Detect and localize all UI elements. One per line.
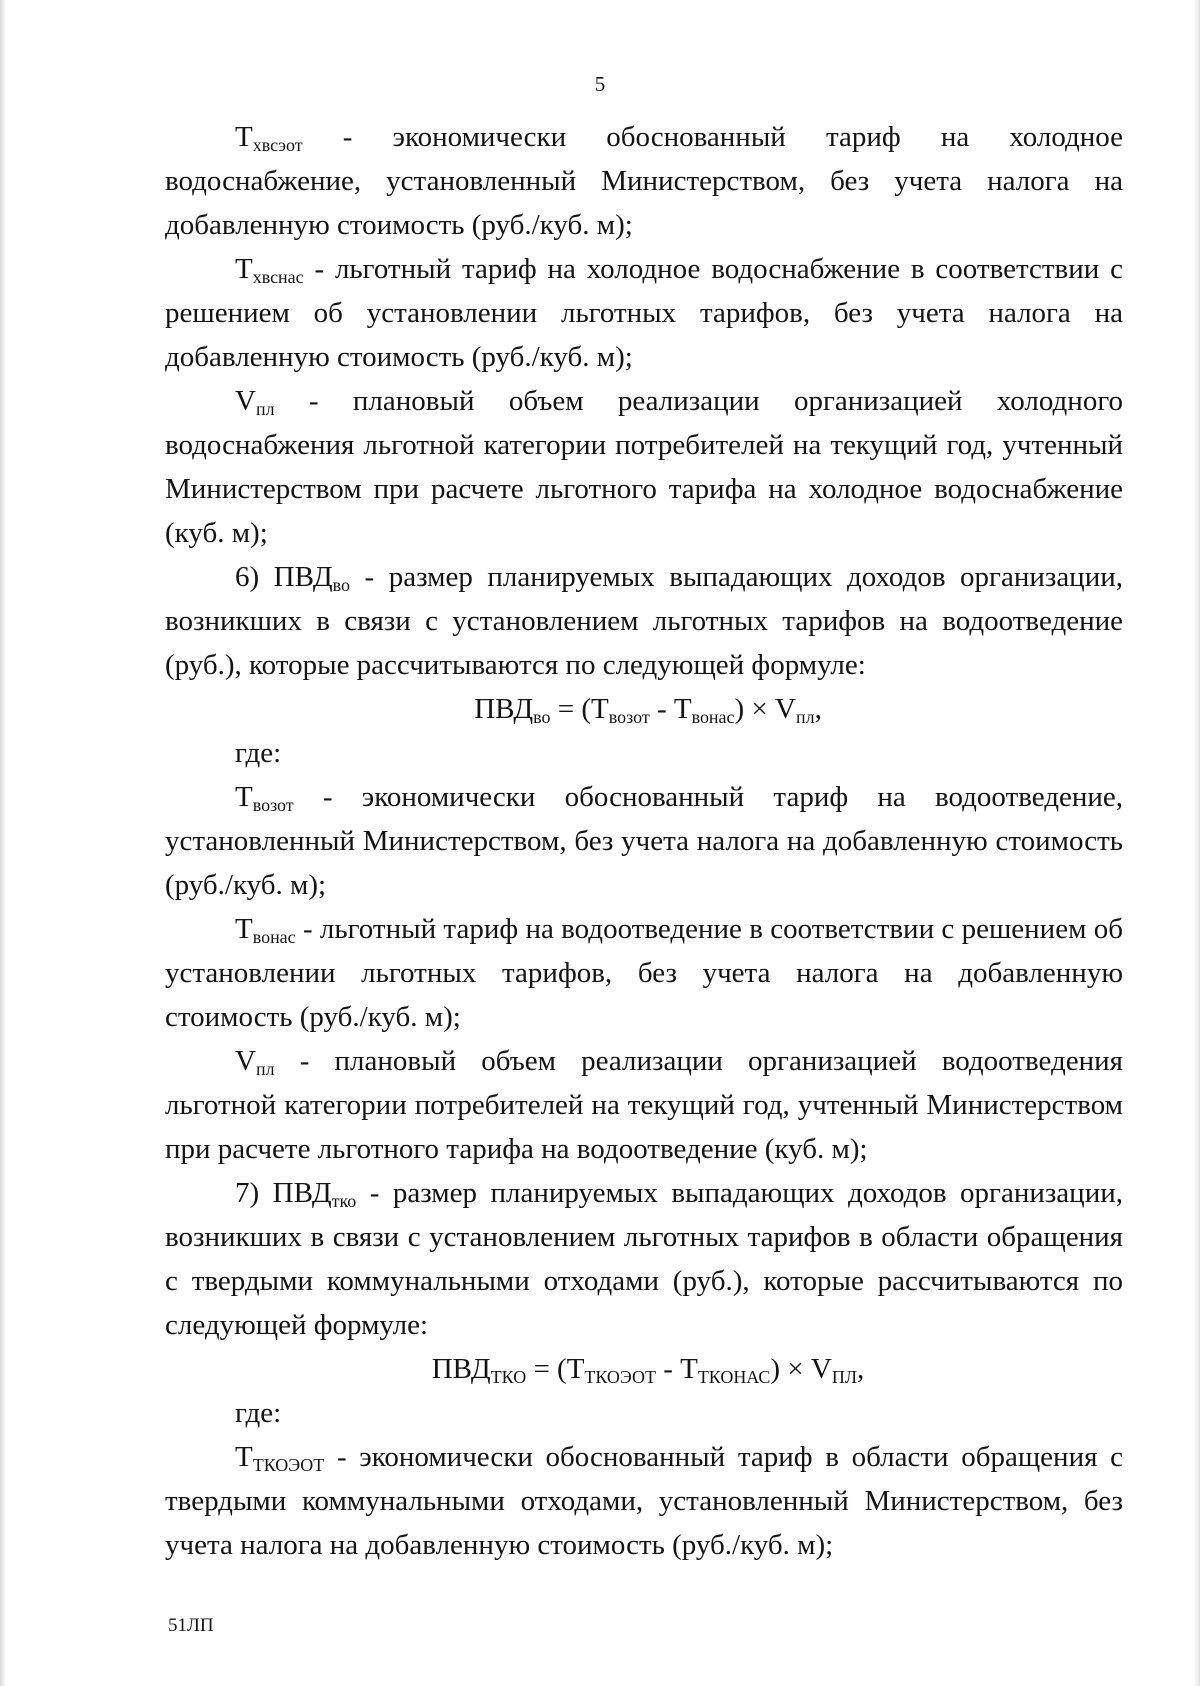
definition-v-pl-vo: $V_{пл}$ - плановый объем реализации организацией водоотведения льготной категории потребителей на текущий год, учтенный Министерством при расчете льготного тарифа на водоотведение (куб. м); bbox=[165, 1045, 1123, 1165]
page-number: 5 bbox=[594, 72, 606, 96]
scan-edge-left bbox=[0, 0, 6, 1686]
formula-pvd-tko: $ПВД_{ТКО} = (Т_{ТКОЭОТ} - Т_{ТКОНАС}) \times V_{ПЛ}$, bbox=[431, 1353, 865, 1388]
definition-t-vozot: $Т_{возот}$ - экономически обоснованный тариф на водоотведение, установленный Министерством, без учета налога на добавленную стоимость (руб./куб. м); bbox=[165, 781, 1123, 901]
where-label-2: где: bbox=[235, 1397, 282, 1429]
item-7-pvd-tko: 7) $ПВД_{тко}$ - размер планируемых выпадающих доходов организации, возникших в связи с установлением льготных тарифов в области обращения с твердыми коммунальными отходами (руб.), которые рассчитываются по следующей формуле: bbox=[165, 1177, 1123, 1341]
formula-pvd-vo: $ПВД_{во} = (Т_{возот} - Т_{вонас}) \times V_{пл}$, bbox=[474, 693, 822, 728]
definition-t-tkoeot: $Т_{ТКОЭОТ}$ - экономически обоснованный тариф в области обращения с твердыми коммунальными отходами, установленный Министерством, без учета налога на добавленную стоимость (руб./куб. м); bbox=[165, 1441, 1123, 1561]
definition-t-hvsnas: $Т_{хвснас}$ - льготный тариф на холодное водоснабжение в соответствии с решением об установлении льготных тарифов, без учета налога на добавленную стоимость (руб./куб. м); bbox=[165, 253, 1123, 373]
item-6-pvd-vo: 6) $ПВД_{во}$ - размер планируемых выпадающих доходов организации, возникших в связи с установлением льготных тарифов на водоотведение (руб.), которые рассчитываются по следующей формуле: bbox=[165, 561, 1123, 681]
where-label-1: где: bbox=[235, 737, 282, 769]
definition-t-hvseot: $Т_{хвсэот}$ - экономически обоснованный тариф на холодное водоснабжение, установленный Министерством, без учета налога на добавленную стоимость (руб./куб. м); bbox=[165, 121, 1123, 241]
definition-v-pl-hvs: $V_{пл}$ - плановый объем реализации организацией холодного водоснабжения льготной категории потребителей на текущий год, учтенный Министерством при расчете льготного тарифа на холодное водоснабжение (куб. м); bbox=[165, 385, 1123, 549]
document-footer-code: 51ЛП bbox=[168, 1615, 214, 1636]
document-body bbox=[165, 115, 1123, 1567]
scan-edge-right bbox=[1194, 0, 1200, 1686]
definition-t-vonas: $Т_{вонас}$ - льготный тариф на водоотведение в соответствии с решением об установлении льготных тарифов, без учета налога на добавленную стоимость (руб./куб. м); bbox=[165, 913, 1123, 1033]
